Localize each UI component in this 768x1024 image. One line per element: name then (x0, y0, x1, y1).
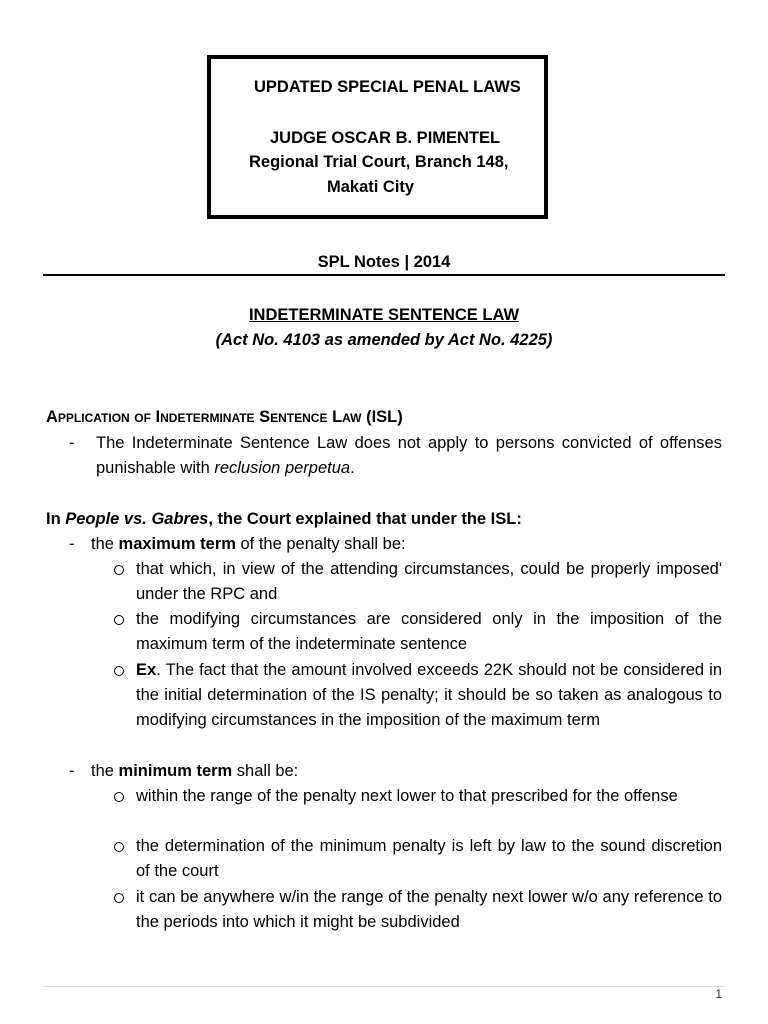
section-heading-text: Application of Indeterminate Sentence Law (46, 408, 362, 426)
page-number: 1 (715, 987, 722, 1001)
dash-bullet: - (69, 535, 75, 553)
section-bullet-text: The Indeterminate Sentence Law does not apply to persons convicted of offenses punishable with reclusion perpetua. (96, 434, 722, 477)
header-divider (43, 274, 725, 276)
footer-divider (43, 986, 725, 987)
maximum-sub-1: that which, in view of the attending circumstances, could be properly imposed' under the RPC and (136, 560, 722, 603)
judge-name: JUDGE OSCAR B. PIMENTEL (270, 129, 501, 147)
dash-bullet: - (69, 762, 75, 780)
court-name: Regional Trial Court, Branch 148, (249, 153, 509, 171)
title-line-1: UPDATED SPECIAL PENAL LAWS (254, 78, 521, 96)
minimum-sub-1: within the range of the penalty next lower to that prescribed for the offense (136, 787, 678, 805)
dash-bullet: - (69, 434, 75, 452)
circle-bullet (114, 666, 124, 676)
section-heading-suffix: (ISL) (361, 408, 403, 426)
maximum-sub-2: the modifying circumstances are considered only in the imposition of the maximum term of the indeterminate sentence (136, 610, 722, 653)
circle-bullet (114, 565, 124, 575)
title-box (207, 55, 548, 219)
circle-bullet (114, 842, 124, 852)
section-heading (46, 405, 403, 430)
minimum-sub-2: the determination of the minimum penalty is left by law to the sound discretion of the court (136, 837, 722, 880)
minimum-term-item: the minimum term shall be: (91, 762, 299, 780)
notes-label: SPL Notes | 2014 (317, 253, 451, 271)
minimum-sub-3: it can be anywhere w/in the range of the penalty next lower w/o any reference to the periods into which it might be subdivided (136, 888, 722, 931)
court-location: Makati City (327, 178, 415, 196)
circle-bullet (114, 893, 124, 903)
maximum-example: Ex. The fact that the amount involved exceeds 22K should not be considered in the initial determination of the IS penalty; it should be so taken as analogous to modifying circumstances in the imposition of the maximum term (136, 661, 722, 729)
case-name: People vs. Gabres (65, 510, 209, 528)
maximum-term-item: the maximum term of the penalty shall be: (91, 535, 406, 553)
law-title: INDETERMINATE SENTENCE LAW (248, 306, 520, 324)
law-subtitle: (Act No. 4103 as amended by Act No. 4225) (215, 331, 553, 349)
circle-bullet (114, 615, 124, 625)
circle-bullet (114, 792, 124, 802)
case-heading: In People vs. Gabres, the Court explained that under the ISL: (46, 510, 522, 528)
